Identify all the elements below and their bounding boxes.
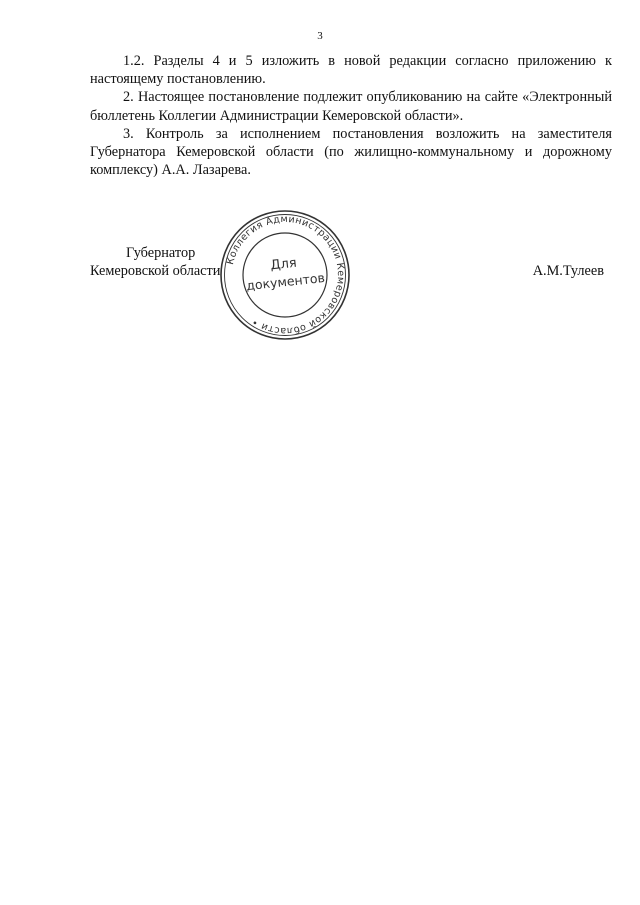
paragraph-1-2: 1.2. Разделы 4 и 5 изложить в новой редакции согласно приложению к настоящему постановлению.	[90, 53, 612, 88]
page-number: 3	[317, 30, 323, 42]
signatory-title-line-1: Губернатор	[126, 245, 196, 261]
paragraph-2: 2. Настоящее постановление подлежит опубликованию на сайте «Электронный бюллетень Коллегии Администрации Кемеровской области».	[90, 89, 612, 124]
svg-text:Коллегия Администрации Кемеров: Коллегия Администрации Кемеровской области •	[225, 213, 347, 337]
paragraph-3: 3. Контроль за исполнением постановления возложить на заместителя Губернатора Кемеровской области (по жилищно-коммунальному и дорожному комплексу) А.А. Лазарева.	[90, 125, 612, 179]
signatory-title-line-2: Кемеровской области	[90, 263, 221, 279]
official-seal-stamp	[218, 208, 352, 342]
svg-text:документов: документов	[245, 269, 326, 294]
document-body	[90, 52, 612, 179]
svg-text:Для: Для	[269, 255, 298, 274]
signatory-name: А.М.Тулеев	[532, 263, 604, 279]
